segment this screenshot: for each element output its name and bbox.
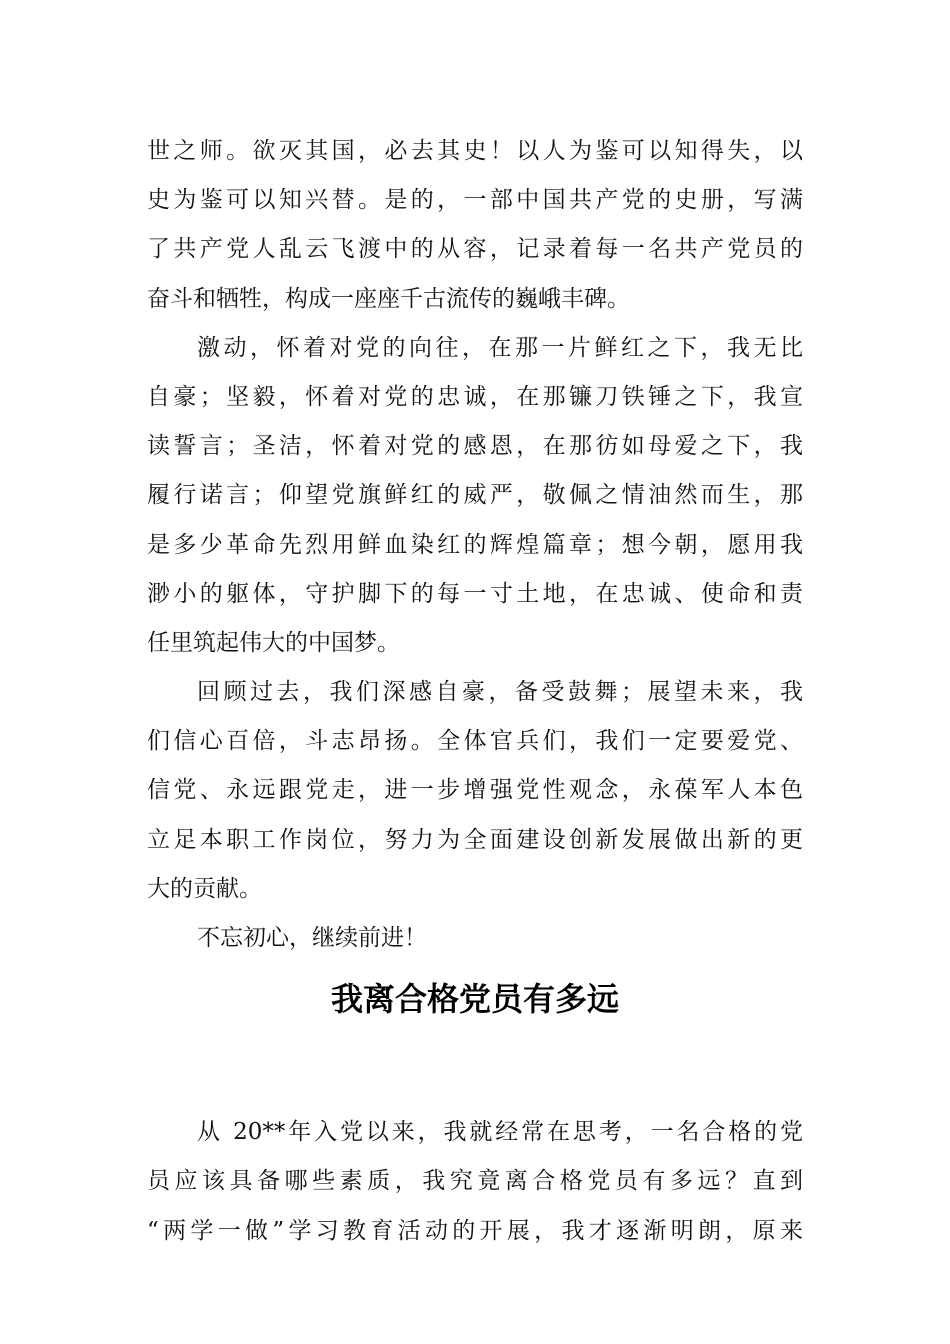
text-line: 回顾过去，我们深感自豪，备受鼓舞；展望未来，我	[197, 679, 803, 706]
text-line: 从 20**年入党以来，我就经常在思考，一名合格的党	[197, 1119, 803, 1146]
text-line: 信党、永远跟党走，进一步增强党性观念，永葆军人本色	[147, 777, 803, 804]
text-line: 渺小的躯体，守护脚下的每一寸土地，在忠诚、使命和责	[147, 580, 803, 607]
text-line: “两学一做”学习教育活动的开展，我才逐渐明朗，原来	[147, 1217, 803, 1244]
text-line: 史为鉴可以知兴替。是的，一部中国共产党的史册，写满	[147, 187, 803, 214]
text-line: 奋斗和牺牲，构成一座座千古流传的巍峨丰碑。	[147, 285, 630, 312]
paragraph	[147, 127, 803, 324]
paragraph	[147, 324, 803, 668]
spacer	[147, 1027, 803, 1108]
document-body	[147, 127, 803, 1256]
text-line: 了共产党人乱云飞渡中的从容，记录着每一名共产党员的	[147, 236, 803, 263]
paragraph	[147, 1108, 803, 1256]
paragraph	[147, 668, 803, 914]
text-line: 立足本职工作岗位，努力为全面建设创新发展做出新的更	[147, 826, 803, 853]
text-line: 世之师。欲灭其国，必去其史！以人为鉴可以知得失，以	[147, 138, 803, 164]
text-line: 是多少革命先烈用鲜血染红的辉煌篇章；想今朝，愿用我	[147, 531, 803, 558]
text-line: 自豪；坚毅，怀着对党的忠诚，在那镰刀铁锤之下，我宣	[147, 383, 803, 410]
text-line: 激动，怀着对党的向往，在那一片鲜红之下，我无比	[197, 334, 803, 361]
text-line: 履行诺言；仰望党旗鲜红的威严，敬佩之情油然而生，那	[147, 482, 803, 509]
text-line: 任里筑起伟大的中国梦。	[147, 629, 400, 656]
paragraph	[147, 914, 803, 963]
text-line: 们信心百倍，斗志昂扬。全体官兵们，我们一定要爱党、	[147, 728, 803, 755]
text-line: 不忘初心，继续前进！	[197, 925, 427, 951]
text-line: 员应该具备哪些素质，我究竟离合格党员有多远？直到	[147, 1168, 803, 1195]
section-title: 我离合格党员有多远	[330, 980, 619, 1019]
text-line: 读誓言；圣洁，怀着对党的感恩，在那彷如母爱之下，我	[147, 433, 803, 460]
text-line: 大的贡献。	[147, 875, 262, 902]
